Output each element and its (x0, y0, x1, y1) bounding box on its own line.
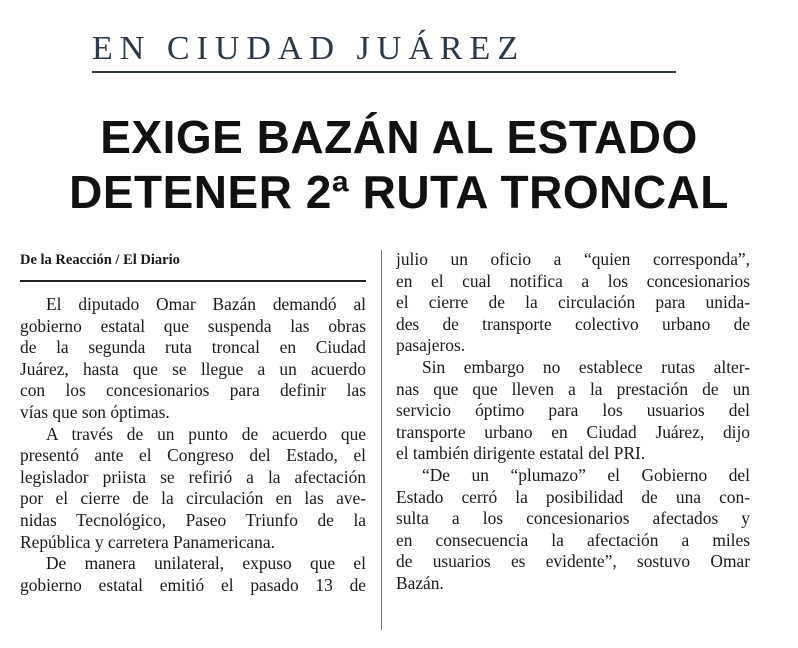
text-line: República y carretera Panamericana. (20, 531, 275, 552)
text-line: A través de un punto de acuerdo que (46, 423, 366, 444)
text-line: transporte urbano en Ciudad Juárez, dijo (396, 421, 750, 442)
text-line: El diputado Omar Bazán demandó al (46, 294, 366, 314)
text-line: el también dirigente estatal del PRI. (396, 443, 646, 464)
article-column-1 (20, 294, 366, 596)
section-rule (92, 71, 676, 73)
text-line: de la segunda ruta troncal en Ciudad (20, 337, 366, 358)
text-line: De manera unilateral, expuso que el (46, 553, 366, 574)
headline-line-2: DETENER 2ª RUTA TRONCAL (69, 166, 729, 218)
text-line: en consecuencia la afectación a miles (396, 529, 750, 550)
text-line: nidas Tecnológico, Paseo Triunfo de la (20, 509, 366, 530)
section-heading: EN CIUDAD JUÁREZ (92, 30, 526, 67)
text-line: legislador priista se refirió a la afectación (20, 466, 366, 487)
text-line: nas que que lleven a la prestación de un (396, 378, 750, 399)
text-line: “De un “plumazo” el Gobierno del (422, 464, 750, 485)
text-line: con los concesionarios para definir las (20, 380, 366, 401)
column-divider (381, 250, 382, 630)
article-column-2 (396, 249, 750, 595)
text-line: sulta a los concesionarios afectados y (396, 508, 750, 529)
text-line: Juárez, hasta que se llegue a un acuerdo (20, 358, 366, 379)
text-line: servicio óptimo para los usuarios del (396, 400, 750, 421)
text-line: en el cual notifica a los concesionarios (396, 270, 750, 291)
text-line: gobierno estatal emitió el pasado 13 de (20, 574, 366, 595)
text-line: gobierno estatal que suspenda las obras (20, 315, 366, 336)
text-line: presentó ante el Congreso del Estado, el (20, 445, 366, 466)
text-line: de usuarios es evidente”, sostuvo Omar (396, 551, 750, 572)
text-line: el cierre de la circulación para unida- (396, 292, 750, 313)
headline (0, 110, 798, 220)
text-line: Sin embargo no establece rutas alter- (422, 356, 750, 377)
text-line: julio un oficio a “quien corresponda”, (396, 249, 750, 269)
text-line: Estado cerró la posibilidad de una con- (396, 486, 750, 507)
text-line: por el cierre de la circulación en las ave- (20, 488, 366, 509)
text-line: Bazán. (396, 572, 444, 593)
headline-line-1: EXIGE BAZÁN AL ESTADO (100, 111, 698, 163)
text-line: des de transporte colectivo urbano de (396, 313, 750, 334)
byline-rule (20, 280, 366, 282)
byline: De la Reacción / El Diario (20, 252, 180, 268)
text-line: pasajeros. (396, 335, 466, 356)
text-line: vías que son óptimas. (20, 401, 170, 422)
